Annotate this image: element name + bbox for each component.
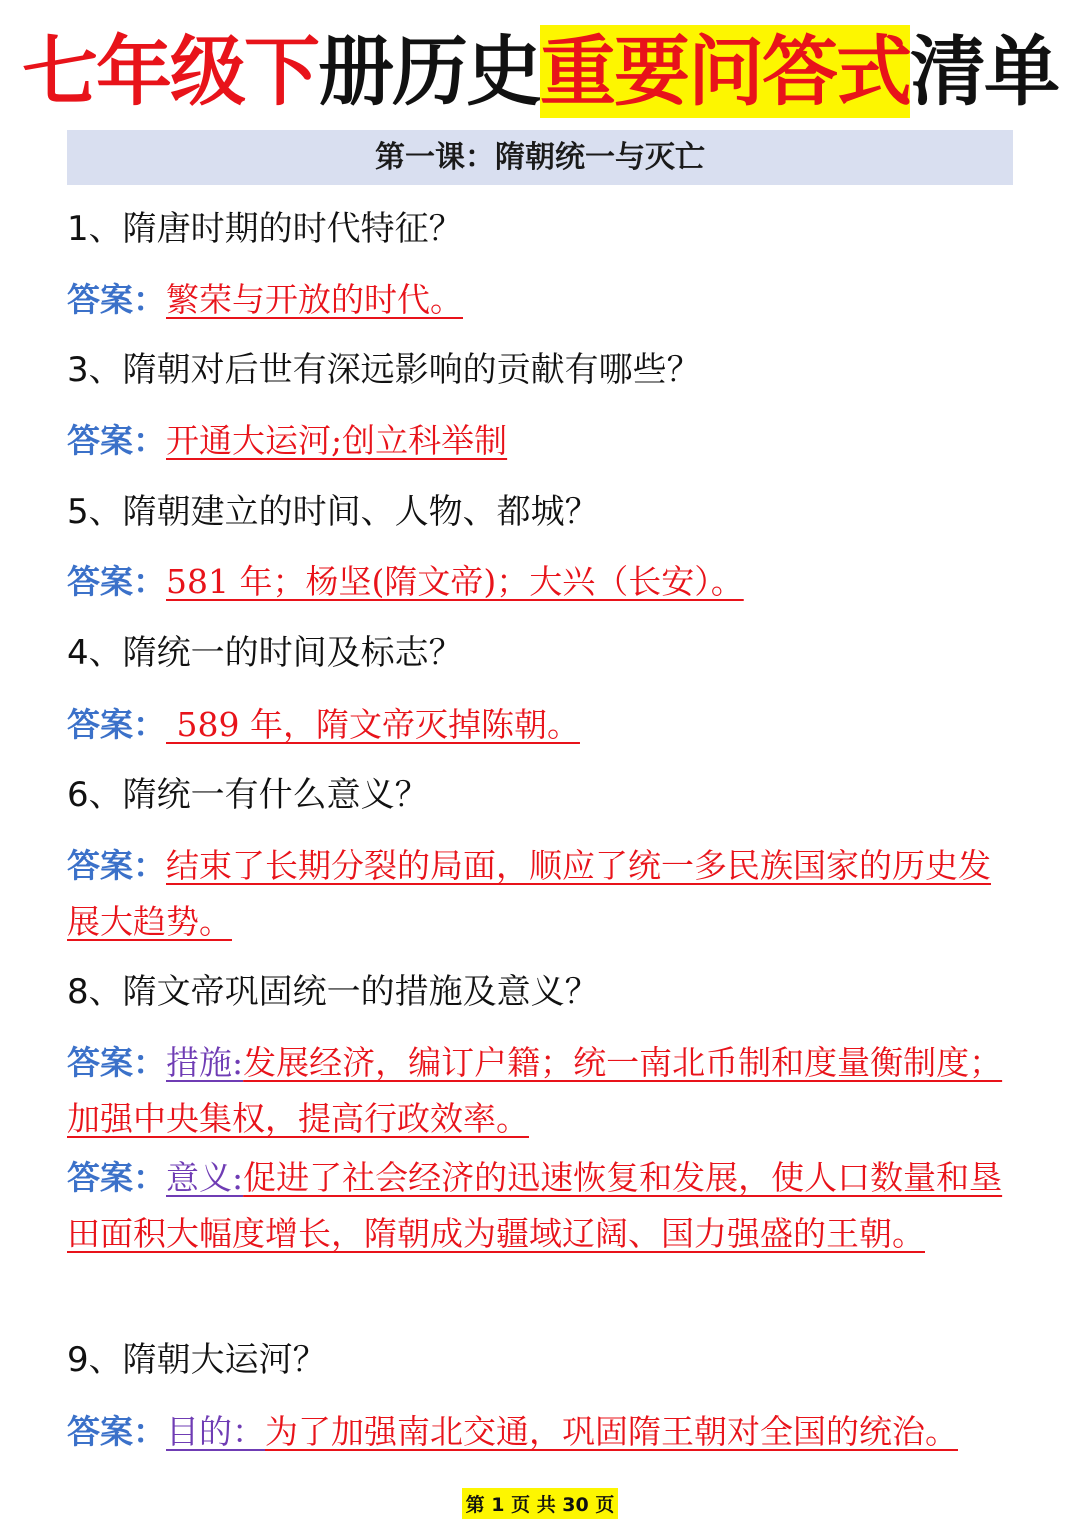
question-1: 1、隋唐时期的时代特征？ <box>67 209 463 249</box>
answer-text: 结束了长期分裂的局面，顺应了统一多民族国家的历史发展大趋势。 <box>67 846 991 941</box>
question-6: 6、隋统一有什么意义？ <box>67 775 429 815</box>
question-3: 3、隋朝对后世有深远影响的贡献有哪些？ <box>67 350 701 390</box>
answer-label: 答案： <box>67 421 166 460</box>
lesson-header: 第一课：隋朝统一与灭亡 <box>67 130 1013 185</box>
measures-label: 措施: <box>166 1043 244 1082</box>
question-9: 9、隋朝大运河？ <box>67 1340 327 1380</box>
answer-label: 答案： <box>67 1043 166 1082</box>
title-part-red: 七年级下 <box>22 27 318 116</box>
answer-label: 答案： <box>67 1158 166 1197</box>
title-part-highlight: 重要问答式 <box>540 27 910 116</box>
answer-label: 答案： <box>67 1412 166 1451</box>
page-title <box>0 22 1080 122</box>
answer-8-measures <box>67 1035 1013 1147</box>
answer-text: 发展经济，编订户籍；统一南北币制和度量衡制度；加强中央集权，提高行政效率。 <box>67 1043 1003 1138</box>
answer-text: 581 年；杨坚(隋文帝)；大兴（长安）。 <box>166 562 744 601</box>
answer-text: 589 年，隋文帝灭掉陈朝。 <box>166 705 580 744</box>
answer-4 <box>67 697 1013 753</box>
answer-3 <box>67 413 1013 469</box>
answer-text: 促进了社会经济的迅速恢复和发展，使人口数量和垦田面积大幅度增长，隋朝成为疆域辽阔、国力强盛的王朝。 <box>67 1158 1003 1253</box>
question-8: 8、隋文帝巩固统一的措施及意义？ <box>67 972 599 1012</box>
answer-label: 答案： <box>67 280 166 319</box>
title-part-black: 册历史 <box>318 27 540 116</box>
answer-6 <box>67 838 1013 950</box>
answer-text: 开通大运河;创立科举制 <box>166 421 508 460</box>
page-footer <box>0 1488 1080 1519</box>
answer-9 <box>67 1404 1013 1460</box>
answer-5 <box>67 554 1013 610</box>
question-5: 5、隋朝建立的时间、人物、都城？ <box>67 492 599 532</box>
question-4: 4、隋统一的时间及标志？ <box>67 633 463 673</box>
answer-1 <box>67 272 1013 328</box>
meaning-label: 意义: <box>166 1158 244 1197</box>
purpose-label: 目的： <box>166 1412 265 1451</box>
answer-8-meaning <box>67 1150 1013 1262</box>
answer-label: 答案： <box>67 562 166 601</box>
answer-label: 答案： <box>67 705 166 744</box>
answer-text: 为了加强南北交通，巩固隋王朝对全国的统治。 <box>265 1412 958 1451</box>
title-part-end: 清单 <box>910 27 1058 116</box>
answer-text: 繁荣与开放的时代。 <box>166 280 463 319</box>
answer-label: 答案： <box>67 846 166 885</box>
page-number: 第 1 页 共 30 页 <box>462 1488 619 1519</box>
